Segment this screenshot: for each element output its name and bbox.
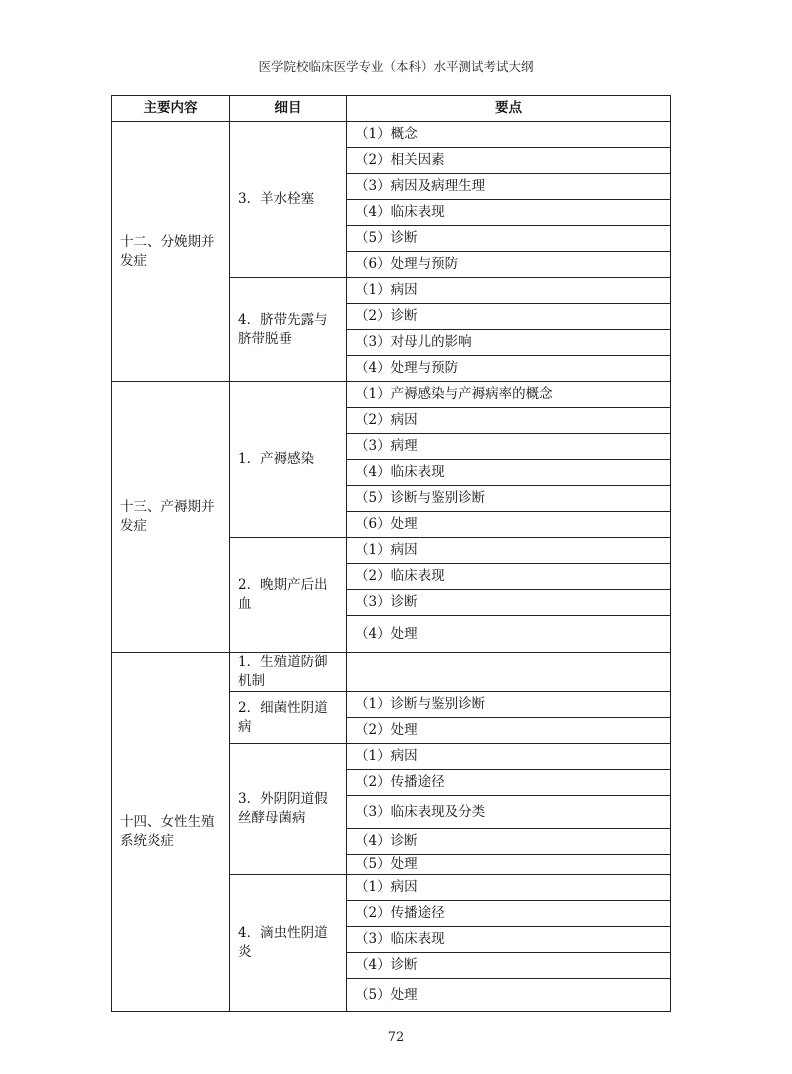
key-point-cell: （4）临床表现 xyxy=(347,200,671,226)
table-header-row xyxy=(112,96,671,122)
key-point-cell: （2）临床表现 xyxy=(347,564,671,590)
key-point-cell: （2）传播途径 xyxy=(347,770,671,796)
key-point-cell: （2）病因 xyxy=(347,408,671,434)
key-point-cell: （3）临床表现及分类 xyxy=(347,796,671,829)
key-point-cell: （6）处理与预防 xyxy=(347,252,671,278)
column-header-main-content: 主要内容 xyxy=(112,96,230,122)
key-point-cell: （2）传播途径 xyxy=(347,901,671,927)
key-point-cell: （2）诊断 xyxy=(347,304,671,330)
detail-cell: 2．细菌性阴道病 xyxy=(230,692,347,744)
column-header-detail: 细目 xyxy=(230,96,347,122)
table-row xyxy=(112,122,671,148)
page-header: 医学院校临床医学专业（本科）水平测试考试大纲 xyxy=(258,59,534,74)
key-point-cell: （3）诊断 xyxy=(347,590,671,616)
detail-cell: 4．滴虫性阴道炎 xyxy=(230,875,347,1012)
key-point-cell xyxy=(347,653,671,692)
key-point-cell: （5）处理 xyxy=(347,855,671,875)
detail-cell: 1．生殖道防御机制 xyxy=(230,653,347,692)
key-point-cell: （1）产褥感染与产褥病率的概念 xyxy=(347,382,671,408)
table-row xyxy=(112,653,671,692)
main-content-cell: 十四、女性生殖系统炎症 xyxy=(112,653,230,1012)
key-point-cell: （1）病因 xyxy=(347,278,671,304)
detail-cell: 3．外阴阴道假丝酵母菌病 xyxy=(230,744,347,875)
key-point-cell: （4）诊断 xyxy=(347,953,671,979)
detail-cell: 3．羊水栓塞 xyxy=(230,122,347,278)
key-point-cell: （4）诊断 xyxy=(347,829,671,855)
key-point-cell: （1）诊断与鉴别诊断 xyxy=(347,692,671,718)
key-point-cell: （2）相关因素 xyxy=(347,148,671,174)
column-header-key-points: 要点 xyxy=(347,96,671,122)
key-point-cell: （3）对母儿的影响 xyxy=(347,330,671,356)
key-point-cell: （6）处理 xyxy=(347,512,671,538)
main-content-cell: 十三、产褥期并发症 xyxy=(112,382,230,653)
key-point-cell: （5）诊断 xyxy=(347,226,671,252)
key-point-cell: （3）临床表现 xyxy=(347,927,671,953)
exam-outline-table xyxy=(111,95,671,1012)
key-point-cell: （3）病因及病理生理 xyxy=(347,174,671,200)
key-point-cell: （1）概念 xyxy=(347,122,671,148)
key-point-cell: （3）病理 xyxy=(347,434,671,460)
page-number: 72 xyxy=(387,1030,405,1045)
detail-cell: 2．晚期产后出血 xyxy=(230,538,347,653)
key-point-cell: （5）处理 xyxy=(347,979,671,1012)
table-body xyxy=(112,122,671,1012)
key-point-cell: （1）病因 xyxy=(347,744,671,770)
key-point-cell: （4）处理 xyxy=(347,616,671,653)
key-point-cell: （1）病因 xyxy=(347,875,671,901)
detail-cell: 4．脐带先露与脐带脱垂 xyxy=(230,278,347,382)
key-point-cell: （2）处理 xyxy=(347,718,671,744)
key-point-cell: （1）病因 xyxy=(347,538,671,564)
key-point-cell: （5）诊断与鉴别诊断 xyxy=(347,486,671,512)
key-point-cell: （4）临床表现 xyxy=(347,460,671,486)
key-point-cell: （4）处理与预防 xyxy=(347,356,671,382)
table-row xyxy=(112,382,671,408)
detail-cell: 1．产褥感染 xyxy=(230,382,347,538)
main-content-cell: 十二、分娩期并发症 xyxy=(112,122,230,382)
